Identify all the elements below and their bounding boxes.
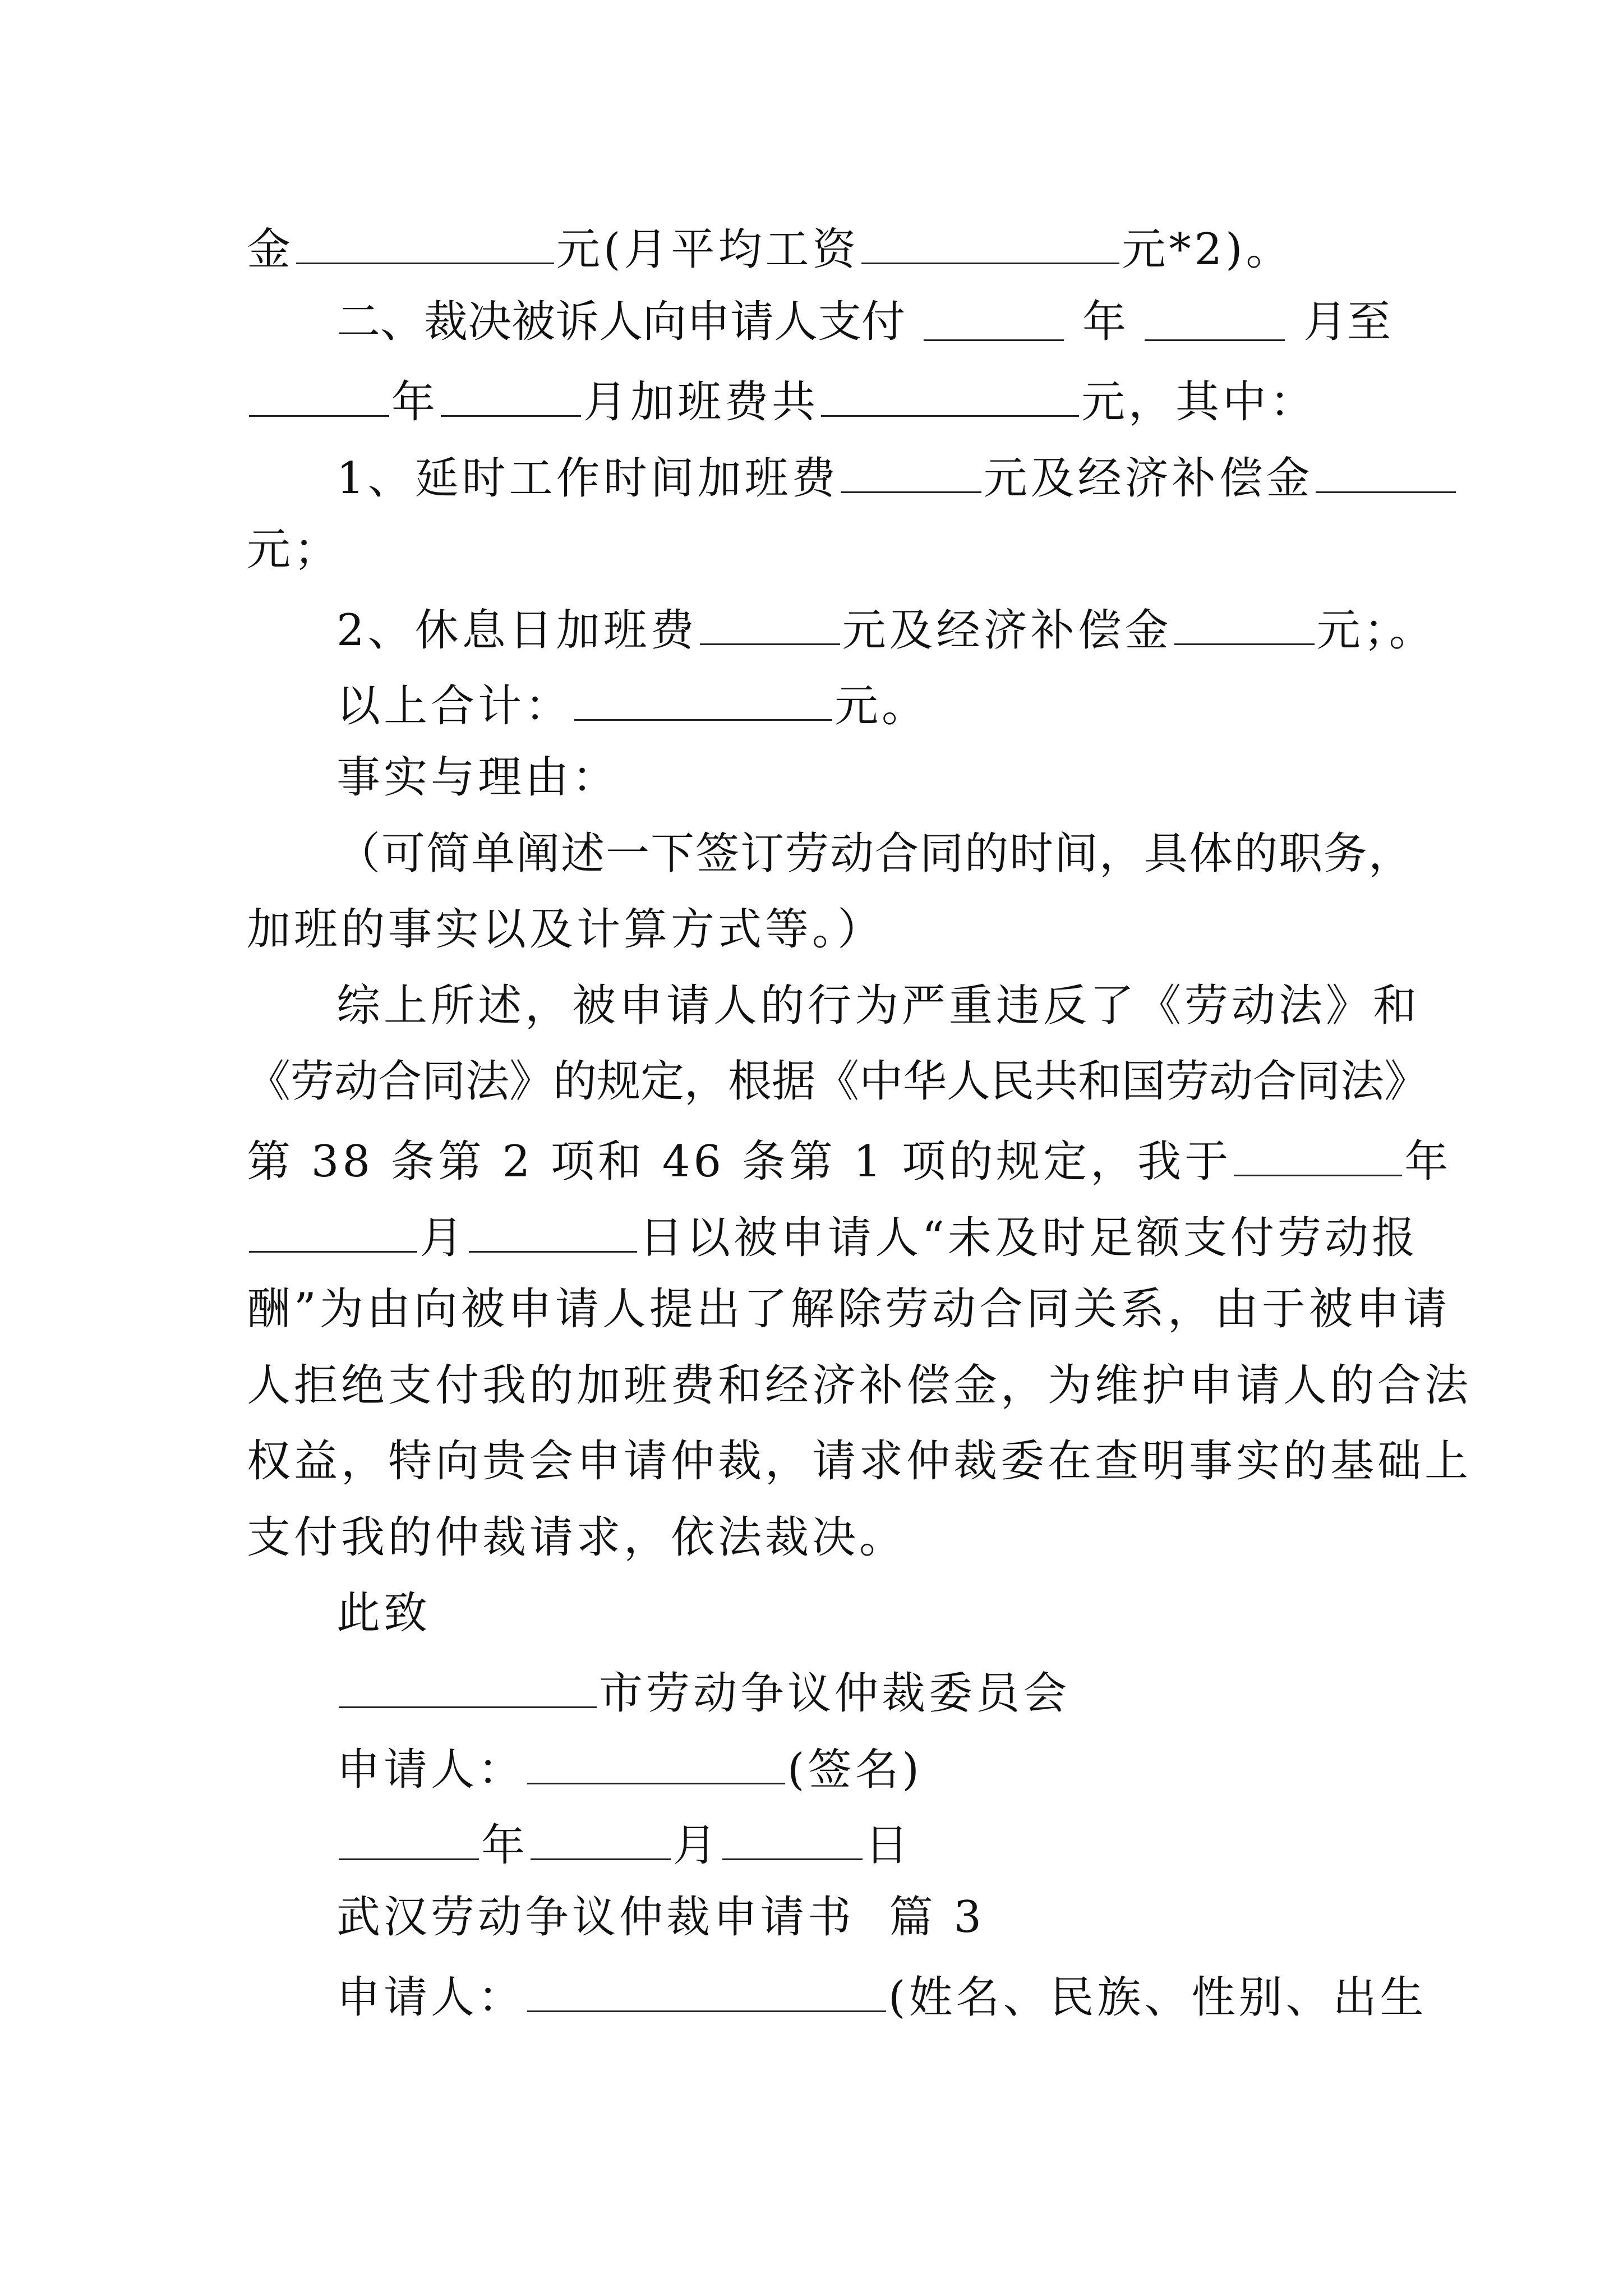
blank-field [1145, 300, 1285, 341]
blank-field [1316, 452, 1456, 493]
text-segment: 日以被申请人“未及时足额支付劳动报 [639, 1213, 1419, 1263]
text-segment: 元及经济补偿金 [983, 453, 1313, 504]
text-line [247, 223, 1391, 275]
text-line [336, 452, 1481, 504]
blank-field [861, 223, 1119, 264]
blank-field [469, 1212, 637, 1253]
text-segment: 市劳动争议仲裁委员会 [599, 1668, 1071, 1719]
blank-field [924, 300, 1064, 341]
blank-field [296, 223, 554, 264]
blank-field [1234, 1135, 1402, 1176]
text-segment: 金 [247, 224, 294, 275]
salutation: 此致 [336, 1588, 431, 1639]
text-segment: (姓名、民族、性别、出生 [888, 1972, 1427, 2023]
section-heading [336, 752, 1481, 803]
blank-field [700, 604, 840, 645]
text-segment: 日 [865, 1820, 912, 1871]
text-segment: 申请人： [336, 1745, 525, 1795]
text-segment: 年 [481, 1820, 529, 1871]
text-segment: 申请人： [336, 1972, 525, 2023]
blank-field [339, 1819, 479, 1860]
text-segment: 元；。 [1316, 605, 1436, 656]
blank-field [1174, 604, 1315, 645]
text-segment: 元及经济补偿金 [842, 605, 1172, 656]
text-line: 支付我的仲裁请求，依法裁决。 [247, 1512, 907, 1563]
blank-field [527, 1971, 886, 2012]
text-segment: 年 [1404, 1137, 1452, 1187]
text-line [247, 1135, 1452, 1187]
blank-field [441, 376, 581, 417]
text-segment: (签名) [787, 1745, 923, 1795]
text-line [247, 376, 1391, 427]
addressee-line [336, 1667, 1481, 1719]
text-line [336, 604, 1481, 656]
text-line: 综上所述，被申请人的行为严重违反了《劳动法》和 [336, 981, 1421, 1031]
text-segment: 年 [1082, 297, 1126, 347]
blank-field [841, 452, 981, 493]
applicant-signature-line [336, 1743, 1481, 1795]
text-segment: 元。 [834, 681, 929, 731]
blank-field [339, 1667, 597, 1708]
blank-field [574, 680, 832, 721]
text-segment: 月 [673, 1820, 721, 1871]
text-line: 权益，特向贵会申请仲裁，请求仲裁委在查明事实的基础上 [247, 1436, 1472, 1487]
text-segment: 元*2)。 [1122, 224, 1293, 275]
text-line [336, 297, 1391, 347]
blank-field [249, 376, 389, 417]
text-line: 酬”为由向被申请人提出了解除劳动合同关系，由于被申请 [247, 1284, 1450, 1335]
text-segment: 二、裁决被诉人向申请人支付 [336, 297, 906, 347]
blank-field [249, 1212, 417, 1253]
blank-field [722, 1819, 863, 1860]
text-segment: 元，其中： [1081, 377, 1317, 427]
blank-field [821, 376, 1079, 417]
text-segment: 月加班费共 [583, 377, 819, 427]
text-segment: 2、休息日加班费 [336, 605, 698, 656]
text-line: 人拒绝支付我的加班费和经济补偿金，为维护申请人的合法 [247, 1360, 1472, 1411]
text-segment: 月 [419, 1213, 467, 1263]
text-segment: 元； [247, 524, 342, 575]
text-line: 加班的事实以及计算方式等。） [247, 904, 885, 955]
document-section-title: 武汉劳动争议仲裁申请书 篇 3 [336, 1892, 985, 1943]
text-line [336, 680, 1481, 731]
text-segment: 元(月平均工资 [556, 224, 860, 275]
text-line: （可简单阐述一下签订劳动合同的时间，具体的职务， [336, 829, 1414, 879]
text-line [336, 1971, 1481, 2023]
text-segment: 事实与理由： [336, 752, 620, 803]
text-segment: 年 [391, 377, 439, 427]
text-segment: 1、延时工作时间加班费 [336, 453, 839, 504]
blank-field [527, 1743, 785, 1784]
text-line [247, 524, 1391, 575]
text-segment: 以上合计： [336, 681, 573, 731]
text-line [247, 1212, 1419, 1263]
blank-field [531, 1819, 671, 1860]
text-segment: 第 38 条第 2 项和 46 条第 1 项的规定，我于 [247, 1137, 1232, 1187]
text-segment: 月至 [1303, 297, 1391, 347]
text-line: 《劳动合同法》的规定，根据《中华人民共和国劳动合同法》 [247, 1056, 1428, 1107]
date-line [336, 1819, 1481, 1871]
